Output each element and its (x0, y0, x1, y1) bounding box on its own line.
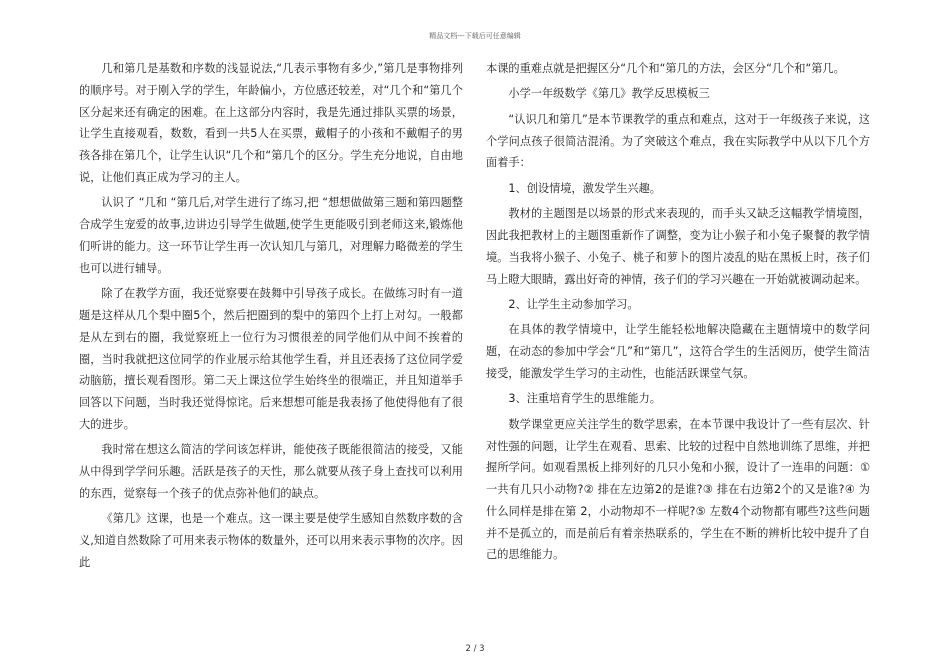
page-number: 2 / 3 (465, 644, 485, 654)
paragraph: “认识几和第几”是本节课教学的重点和难点，这对于一年级孩子来说，这个学问点孩子很简洁混淆。为了突破这个难点，我在实际教学中从以下几个方面着手： (486, 112, 870, 170)
page-header: 精品文档---下载后可任意编辑 (429, 32, 521, 40)
paragraph: 《第几》这课，也是一个难点。这一课主要是使学生感知自然数序数的含义,知道自然数除了可用来表示物体的数量外，还可以用来表示事物的次序。因此 (79, 512, 463, 569)
paragraph: 我时常在想这么简洁的学问该怎样讲，能使孩子既能很简洁的接受，又能从中得到学学问乐趣。活跃是孩子的天性，那么就要从孩子身上查找可以利用的东西，觉察每一个孩子的优点弥补他们的缺点。 (79, 443, 463, 500)
paragraph: 数学课堂更应关注学生的数学思索，在本节课中我设计了一些有层次、针对性强的问题，让学生在观看、思索、比较的过程中自然地训练了思维，并把握所学问。如观看黑板上排列好的几只小兔和小猴，设计了一连串的问题：①一共有几只小动物?② 排在左边第2的是谁?③ 排在右边第2个的又是谁?④ 为什么同样是排在第 2，小动物却不一样呢?⑤ 左数4个动物都有哪些?这些问题并不是孤立的，而是前后有着亲热联系的，学生在不断的辨析比较中提升了自己的思维能力。 (486, 417, 870, 562)
paragraph: 教材的主题图是以场景的形式来表现的，而手头又缺乏这幅教学情境图，因此我把教材上的主题图重新作了调整，变为让小猴子和小兔子聚餐的教学情境。当我将小猴子、小兔子、桃子和萝卜的图片凌乱的贴在黑板上时，孩子们马上瞪大眼睛，露出好奇的神情，孩子们的学习兴趣在一开始就被调动起来。 (486, 207, 870, 286)
right-column (486, 58, 870, 570)
section-title: 小学一年级数学《第几》教学反思模板三 (508, 87, 710, 101)
left-column (79, 58, 463, 577)
paragraph: 认识了 “几和 “第几后,对学生进行了练习,把 “想想做做第三题和第四题整合成学生宠爱的故事,边讲边引导学生做题,使学生更能吸引到老师这来,锻炼他们听讲的能力。这一环节让学生再一次认知几与第几，对理解力略微差的学生也可以进行辅导。 (79, 196, 463, 275)
paragraph: 几和第几是基数和序数的浅显说法,“几表示事物有多少,”第几是事物排列的顺序号。对于刚入学的学生，年龄偏小，方位感还较差，对“几个和“第几个区分起来还有确定的困难。在上这部分内容时，我是先通过排队买票的场景，让学生直接观看，数数，看到一共5人在买票，戴帽子的小孩和不戴帽子的男孩各排在第几个，让学生认识“几个和“第几个的区分。学生充分地说，自由地说，让他们真正成为学习的主人。 (79, 62, 463, 184)
paragraph: 除了在教学方面，我还觉察要在鼓舞中引导孩子成长。在做练习时有一道题是这样从几个梨中圈5个，然后把圈到的梨中的第四个上打上对勾。一般都是从左到右的圈，我觉察班上一位行为习惯很差的同学他们从中间不挨着的圈，当时我就把这位同学的作业展示给其他学生看，并且还表扬了这位同学爱动脑筋，擅长观看图形。第二天上课这位学生始终坐的很端正，并且知道举手回答以下问题，当时我还觉得惊诧。后来想想可能是我表扬了他使得他有了很大的进步。 (79, 287, 463, 431)
paragraph: 本课的重难点就是把握区分“几个和“第几的方法，会区分“几个和“第几。 (486, 62, 845, 75)
paragraph: 在具体的教学情境中，让学生能轻松地解决隐藏在主题情境中的数学问题，在动态的参加中学会“几”和“第几”，这符合学生的生活阅历，使学生简洁接受，能激发学生学习的主动性，也能活跃课堂气氛。 (486, 323, 870, 380)
list-heading: 3、注重培育学生的思维能力。 (508, 392, 661, 406)
list-heading: 1、创设情境，激发学生兴趣。 (508, 181, 661, 195)
list-heading: 2、让学生主动参加学习。 (508, 297, 639, 311)
